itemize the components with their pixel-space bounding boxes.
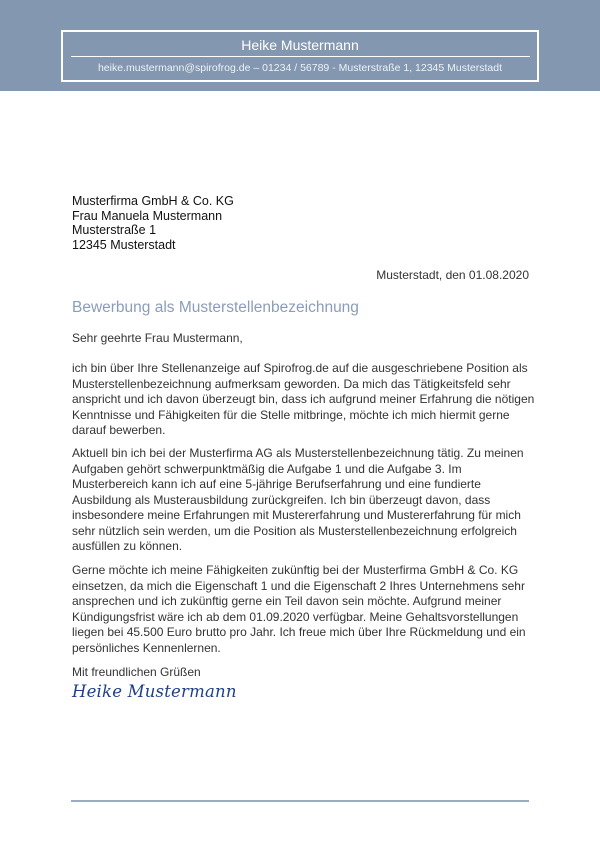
letter-date: Musterstadt, den 01.08.2020 xyxy=(376,268,529,282)
paragraph-line: Gerne möchte ich meine Fähigkeiten zukünftig bei der Musterfirma GmbH & Co. KG xyxy=(72,563,519,577)
paragraph-line: sehr nützlich sein werden, um die Position als Musterstellenbezeichnung erfolgreich xyxy=(72,523,517,538)
closing-phrase: Mit freundlichen Grüßen xyxy=(72,665,201,679)
body-paragraph-1 xyxy=(72,361,542,439)
recipient-address xyxy=(72,194,234,252)
paragraph-line: insbesondere meine Erfahrungen mit Mustererfahrung und Mustererfahrung für mich xyxy=(72,508,521,523)
handwritten-signature: Heike Mustermann xyxy=(72,682,237,701)
paragraph-line: darauf bewerben. xyxy=(72,423,166,438)
paragraph-line: Ausbildung als Musterausbildung zurückgreifen. Ich bin überzeugt davon, dass xyxy=(72,492,491,507)
letterhead-box xyxy=(61,30,539,82)
sender-name: Heike Mustermann xyxy=(241,37,359,53)
body-paragraph-2 xyxy=(72,446,542,555)
paragraph-line: Kündigungsfrist wäre ich ab dem 01.09.2020 verfügbar. Meine Gehaltsvorstellungen xyxy=(72,609,519,624)
letter-subject: Bewerbung als Musterstellenbezeichnung xyxy=(72,299,359,316)
paragraph-line: anspricht und ich davon überzeugt bin, dass ich aufgrund meiner Erfahrung die nötigen xyxy=(72,392,535,407)
paragraph-line: Aufgaben gehört schwerpunktmäßig die Aufgabe 1 und die Aufgabe 3. Im xyxy=(72,461,462,476)
paragraph-line: einsetzen, da mich die Eigenschaft 1 und die Eigenschaft 2 Ihres Unternehmens sehr xyxy=(72,578,525,593)
letterhead-divider xyxy=(71,56,530,57)
paragraph-line: ausfüllen zu können. xyxy=(72,539,183,554)
paragraph-line: ich bin über Ihre Stellenanzeige auf Spirofrog.de auf die ausgeschriebene Position als xyxy=(72,361,528,375)
letterhead-band xyxy=(0,0,600,91)
paragraph-line: persönliches Kennenlernen. xyxy=(72,640,221,655)
recipient-contact-person: Frau Manuela Mustermann xyxy=(72,208,223,223)
recipient-city: 12345 Musterstadt xyxy=(72,237,176,252)
paragraph-line: liegen bei 45.500 Euro brutto pro Jahr. Ich freue mich über Ihre Rückmeldung und ein xyxy=(72,625,526,640)
recipient-company: Musterfirma GmbH & Co. KG xyxy=(72,194,234,208)
footer-divider xyxy=(71,800,529,802)
recipient-street: Musterstraße 1 xyxy=(72,223,157,238)
paragraph-line: Musterbereich kann ich auf eine 5-jährige Berufserfahrung und eine fundierte xyxy=(72,477,481,492)
sender-contact-line: heike.mustermann@spirofrog.de – 01234 / 56789 - Musterstraße 1, 12345 Musterstadt xyxy=(97,62,503,74)
paragraph-line: ansprechen und ich zukünftig gerne ein Teil davon sein möchte. Aufgrund meiner xyxy=(72,594,502,609)
paragraph-line: Kenntnisse und Fähigkeiten für die Stelle mitbringe, möchte ich mich hiermit gerne xyxy=(72,407,510,422)
paragraph-line: Aktuell bin ich bei der Musterfirma AG als Musterstellenbezeichnung tätig. Zu meinen xyxy=(72,446,524,460)
salutation: Sehr geehrte Frau Mustermann, xyxy=(72,331,243,345)
body-paragraph-3 xyxy=(72,563,542,656)
paragraph-line: Musterstellenbezeichnung aufmerksam geworden. Da mich das Tätigkeitsfeld sehr xyxy=(72,376,511,391)
